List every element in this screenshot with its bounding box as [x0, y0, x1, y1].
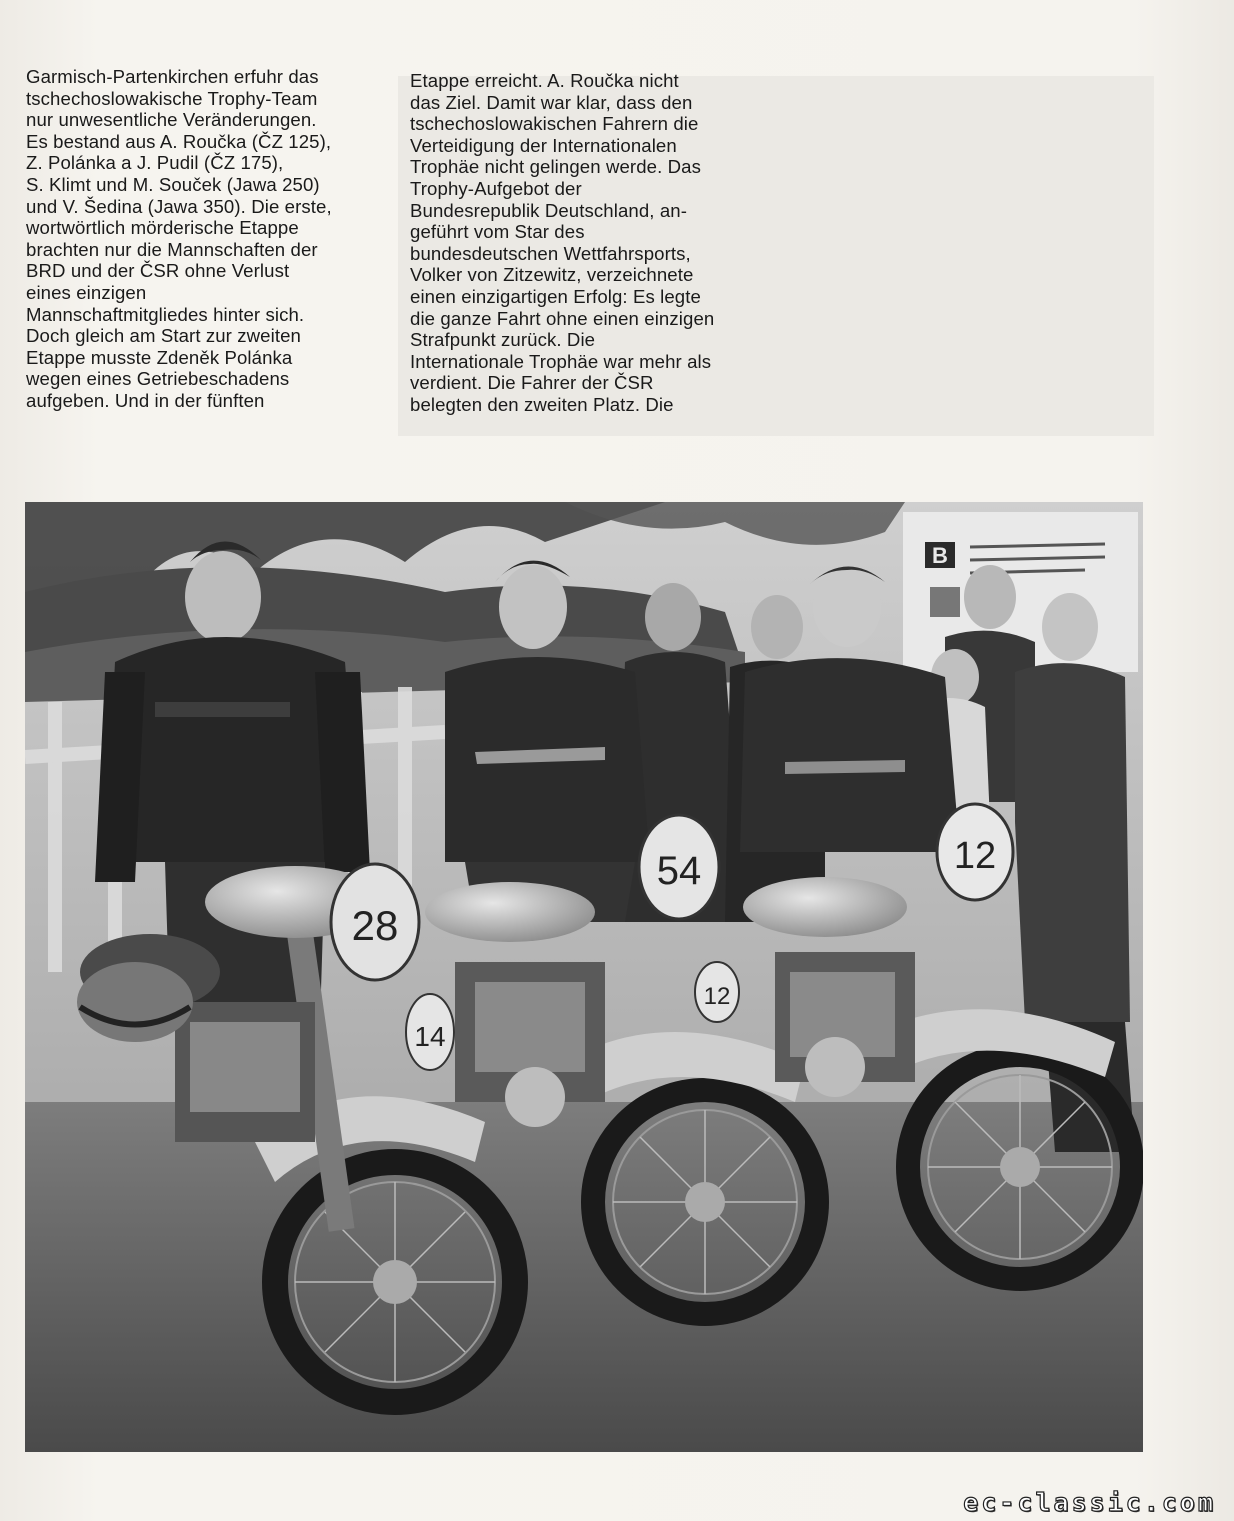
team-photo: [25, 502, 1143, 1452]
text-line: Es bestand aus A. Roučka (ČZ 125),: [26, 130, 332, 152]
helmet: [77, 962, 193, 1042]
watermark: ec-classic.com: [963, 1488, 1216, 1517]
text-line: Internationale Trophäe war mehr als: [410, 350, 712, 372]
text-line: die ganze Fahrt ohne einen einzigen: [410, 307, 715, 329]
text-line: wegen eines Getriebeschadens: [26, 368, 290, 390]
race-number: 14: [414, 1021, 446, 1052]
text-line: eines einzigen: [26, 281, 147, 303]
text-line: tschechoslowakischen Fahrern die: [410, 113, 699, 135]
text-line: Z. Polánka a J. Pudil (ČZ 175),: [26, 152, 284, 174]
text-line: tschechoslowakische Trophy-Team: [26, 87, 318, 109]
text-line: bundesdeutschen Wettfahrsports,: [410, 242, 691, 264]
text-line: Volker von Zitzewitz, verzeichnete: [410, 264, 694, 286]
text-line: einen einzigartigen Erfolg: Es legte: [410, 285, 701, 307]
text-line: aufgeben. Und in der fünften: [26, 389, 265, 411]
text-line: das Ziel. Damit war klar, dass den: [410, 91, 693, 113]
text-line: und V. Šedina (Jawa 350). Die erste,: [26, 195, 332, 217]
text-line: Garmisch-Partenkirchen erfuhr das: [26, 66, 319, 87]
race-number: 28: [351, 902, 399, 949]
text-line: Etappe musste Zdeněk Polánka: [26, 346, 293, 368]
article-column-middle: [410, 70, 714, 416]
text-line: Verteidigung der Internationalen: [410, 134, 677, 156]
text-line: Etappe erreicht. A. Roučka nicht: [410, 70, 679, 91]
sign-letter: B: [932, 543, 948, 568]
text-line: Doch gleich am Start zur zweiten: [26, 325, 301, 347]
text-line: brachten nur die Mannschaften der: [26, 238, 318, 260]
text-line: Trophy-Aufgebot der: [410, 177, 582, 199]
text-line: Strafpunkt zurück. Die: [410, 329, 596, 351]
text-line: S. Klimt und M. Souček (Jawa 250): [26, 173, 320, 195]
race-number: 12: [703, 983, 731, 1010]
article-column-left: [26, 66, 332, 412]
text-line: BRD und der ČSR ohne Verlust: [26, 260, 290, 282]
text-line: verdient. Die Fahrer der ČSR: [410, 372, 654, 394]
text-line: wortwörtlich mörderische Etappe: [26, 217, 299, 239]
text-line: Bundesrepublik Deutschland, an-: [410, 199, 688, 221]
race-number: 54: [656, 849, 702, 893]
team-photo-drawing: [25, 502, 1143, 1452]
text-line: nur unwesentliche Veränderungen.: [26, 109, 317, 131]
race-number: 12: [953, 835, 997, 877]
text-line: Trophäe nicht gelingen werde. Das: [410, 156, 701, 178]
text-line: geführt vom Star des: [410, 221, 585, 243]
text-line: belegten den zweiten Platz. Die: [410, 393, 674, 415]
text-line: Mannschaftmitgliedes hinter sich.: [26, 303, 305, 325]
